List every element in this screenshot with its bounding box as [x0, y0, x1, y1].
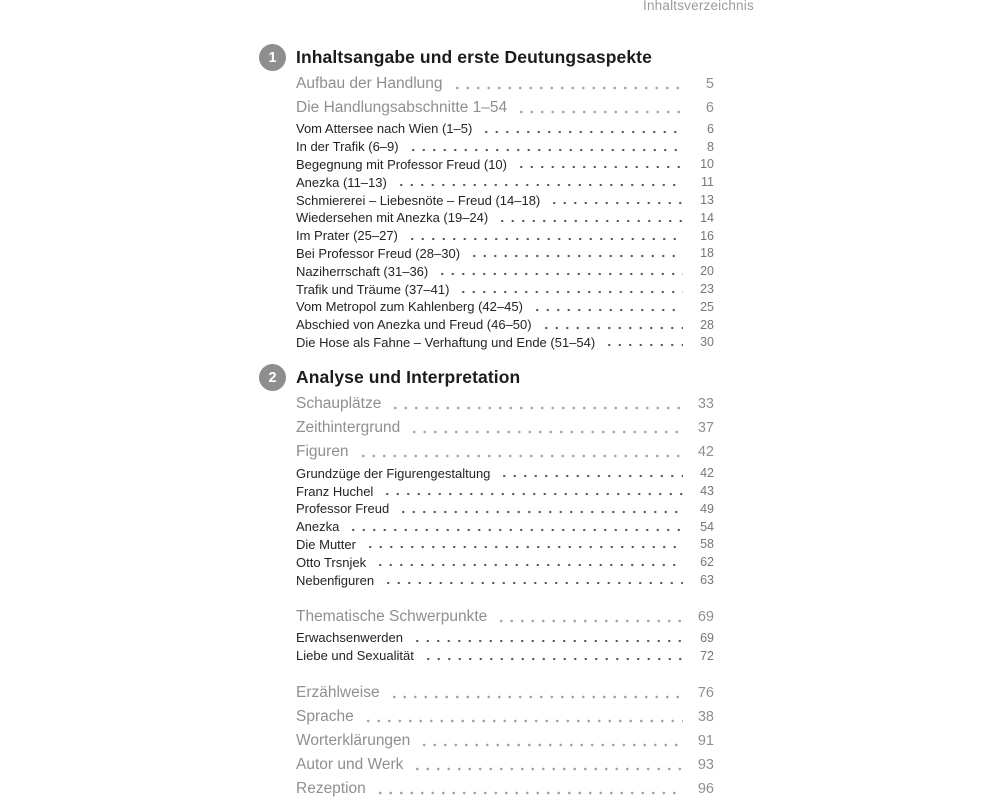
toc-entry	[296, 392, 714, 416]
toc-entry-page: 10	[700, 157, 714, 172]
toc-entry-label: Die Mutter	[296, 536, 356, 552]
toc-entry-label: Anezka (11–13)	[296, 174, 387, 190]
toc-entry	[296, 571, 714, 589]
toc-entry-page: 42	[697, 444, 714, 461]
toc-entry-page: 6	[707, 121, 714, 136]
toc-entry	[296, 138, 714, 156]
toc-entry-label: Naziherrschaft (31–36)	[296, 263, 429, 279]
dot-leader-icon	[530, 308, 683, 312]
toc-entry-label: Trafik und Träume (37–41)	[296, 281, 450, 297]
dot-leader-icon	[514, 110, 683, 114]
toc-entry-label: Nebenfiguren	[296, 572, 375, 588]
toc-entry	[296, 209, 714, 227]
toc-entry-label: Professor Freud	[296, 501, 390, 517]
toc-entry-page: 72	[700, 648, 714, 663]
dot-leader-icon	[495, 219, 683, 223]
dot-leader-icon	[405, 237, 683, 241]
toc-entry	[296, 156, 714, 174]
toc-entry	[296, 753, 714, 777]
dot-leader-icon	[346, 528, 683, 532]
dot-leader-icon	[467, 254, 683, 258]
toc-entry	[296, 316, 714, 334]
toc-entry	[296, 705, 714, 729]
dot-leader-icon	[387, 695, 683, 699]
toc-entry	[296, 96, 714, 120]
toc-entry-label: Worterklärungen	[296, 731, 411, 749]
toc-entry	[296, 647, 714, 665]
toc-entry-page: 20	[700, 264, 714, 279]
dot-leader-icon	[363, 545, 683, 549]
toc-entry-label: Erzählweise	[296, 683, 380, 701]
toc-entry	[296, 518, 714, 536]
dot-leader-icon	[406, 148, 683, 152]
toc-entry-page: 58	[700, 537, 714, 552]
toc-entry-label: Bei Professor Freud (28–30)	[296, 245, 461, 261]
toc-entry-label: Schmiererei – Liebesnöte – Freud (14–18)	[296, 192, 541, 208]
toc-entry-page: 91	[697, 732, 714, 749]
dot-leader-icon	[410, 767, 683, 771]
toc-entry-label: In der Trafik (6–9)	[296, 139, 399, 155]
toc-entry-page: 37	[697, 420, 714, 437]
toc-entry	[296, 629, 714, 647]
toc-entry-page: 76	[697, 684, 714, 701]
toc-entry-page: 54	[700, 519, 714, 534]
toc-entry-label: Im Prater (25–27)	[296, 228, 398, 244]
toc-entry-label: Rezeption	[296, 779, 366, 797]
toc-entry	[296, 464, 714, 482]
toc-entry-label: Vom Attersee nach Wien (1–5)	[296, 121, 473, 137]
toc-entry-label: Abschied von Anezka und Freud (46–50)	[296, 317, 532, 333]
section-number-badge: 1	[259, 44, 286, 71]
dot-leader-icon	[373, 791, 683, 795]
toc-entry-label: Schauplätze	[296, 395, 382, 413]
toc-entry-label: Die Handlungsabschnitte 1–54	[296, 99, 508, 116]
toc-entry	[296, 298, 714, 316]
dot-leader-icon	[421, 657, 683, 661]
toc	[268, 46, 714, 801]
toc-entry	[296, 729, 714, 753]
toc-entry-page: 14	[700, 210, 714, 225]
dot-leader-icon	[514, 165, 683, 169]
toc-entry	[296, 536, 714, 554]
toc-entry-page: 38	[697, 708, 714, 725]
toc-entry-page: 69	[697, 608, 714, 625]
toc-entry	[296, 482, 714, 500]
toc-entry-label: Anezka	[296, 519, 340, 535]
toc-entry-page: 13	[700, 193, 714, 208]
toc-entry-page: 16	[700, 228, 714, 243]
dot-leader-icon	[394, 183, 683, 187]
toc-entry	[296, 72, 714, 96]
toc-entry	[296, 500, 714, 518]
dot-leader-icon	[497, 474, 683, 478]
dot-leader-icon	[450, 86, 683, 90]
toc-entry-label: Sprache	[296, 707, 354, 725]
toc-entry-label: Grundzüge der Figurengestaltung	[296, 465, 491, 481]
dot-leader-icon	[407, 430, 683, 434]
dot-leader-icon	[356, 454, 683, 458]
toc-entry-label: Zeithintergrund	[296, 419, 401, 437]
dot-leader-icon	[417, 743, 683, 747]
toc-entry	[296, 553, 714, 571]
dot-leader-icon	[479, 130, 683, 134]
toc-entry-label: Aufbau der Handlung	[296, 75, 443, 92]
dot-leader-icon	[373, 563, 683, 567]
toc-entry-page: 43	[700, 484, 714, 499]
toc-entry	[296, 262, 714, 280]
toc-section	[268, 366, 714, 800]
toc-entry	[296, 605, 714, 629]
toc-entry	[296, 440, 714, 464]
toc-entry-label: Otto Trsnjek	[296, 554, 367, 570]
toc-entry-page: 23	[700, 282, 714, 297]
toc-entry	[296, 681, 714, 705]
toc-entry-page: 6	[705, 100, 714, 116]
toc-entry-page: 33	[697, 396, 714, 413]
dot-leader-icon	[539, 326, 683, 330]
toc-entry	[296, 120, 714, 138]
toc-entry-page: 25	[700, 299, 714, 314]
toc-entry	[296, 173, 714, 191]
dot-leader-icon	[388, 406, 683, 410]
toc-entry-page: 5	[705, 76, 714, 92]
toc-entry	[296, 334, 714, 352]
toc-section	[268, 46, 714, 351]
toc-entry-label: Begegnung mit Professor Freud (10)	[296, 156, 507, 172]
toc-entry-page: 28	[700, 317, 714, 332]
toc-entry-page: 49	[700, 501, 714, 516]
dot-leader-icon	[381, 581, 683, 585]
dot-leader-icon	[361, 719, 683, 723]
toc-entry	[296, 777, 714, 801]
group-spacer	[296, 589, 714, 605]
dot-leader-icon	[456, 290, 683, 294]
toc-entry-page: 69	[700, 630, 714, 645]
toc-entry-page: 63	[700, 573, 714, 588]
toc-entry-page: 30	[700, 335, 714, 350]
toc-entry-label: Liebe und Sexualität	[296, 648, 414, 664]
dot-leader-icon	[410, 639, 683, 643]
group-spacer	[296, 665, 714, 681]
toc-entry-page: 18	[700, 246, 714, 261]
toc-entry-label: Wiedersehen mit Anezka (19–24)	[296, 210, 489, 226]
toc-entry	[296, 191, 714, 209]
section-heading	[268, 46, 714, 68]
dot-leader-icon	[547, 201, 683, 205]
toc-entry	[296, 245, 714, 263]
section-title: Inhaltsangabe und erste Deutungsaspekte	[296, 47, 652, 67]
toc-entry-label: Vom Metropol zum Kahlenberg (42–45)	[296, 299, 523, 315]
section-title: Analyse und Interpretation	[296, 367, 521, 388]
toc-entry	[296, 416, 714, 440]
toc-entry-page: 93	[697, 756, 714, 773]
toc-entry-page: 62	[700, 555, 714, 570]
dot-leader-icon	[380, 492, 683, 496]
running-head: Inhaltsverzeichnis	[643, 0, 754, 13]
toc-entry-page: 42	[700, 466, 714, 481]
toc-entry-label: Thematische Schwerpunkte	[296, 607, 488, 625]
dot-leader-icon	[494, 619, 683, 623]
toc-entry-label: Die Hose als Fahne – Verhaftung und Ende (51–54)	[296, 334, 596, 350]
dot-leader-icon	[435, 272, 683, 276]
toc-entry-label: Autor und Werk	[296, 755, 404, 773]
toc-entry-label: Figuren	[296, 443, 349, 461]
toc-entry-page: 8	[707, 139, 714, 154]
dot-leader-icon	[602, 343, 683, 347]
dot-leader-icon	[396, 510, 683, 514]
toc-entry	[296, 227, 714, 245]
toc-entry	[296, 280, 714, 298]
toc-entry-label: Franz Huchel	[296, 483, 374, 499]
toc-entry-page: 11	[701, 175, 714, 190]
section-number-badge: 2	[259, 364, 286, 391]
toc-entry-page: 96	[697, 780, 714, 797]
toc-entry-label: Erwachsenwerden	[296, 630, 403, 646]
section-heading	[268, 366, 714, 388]
